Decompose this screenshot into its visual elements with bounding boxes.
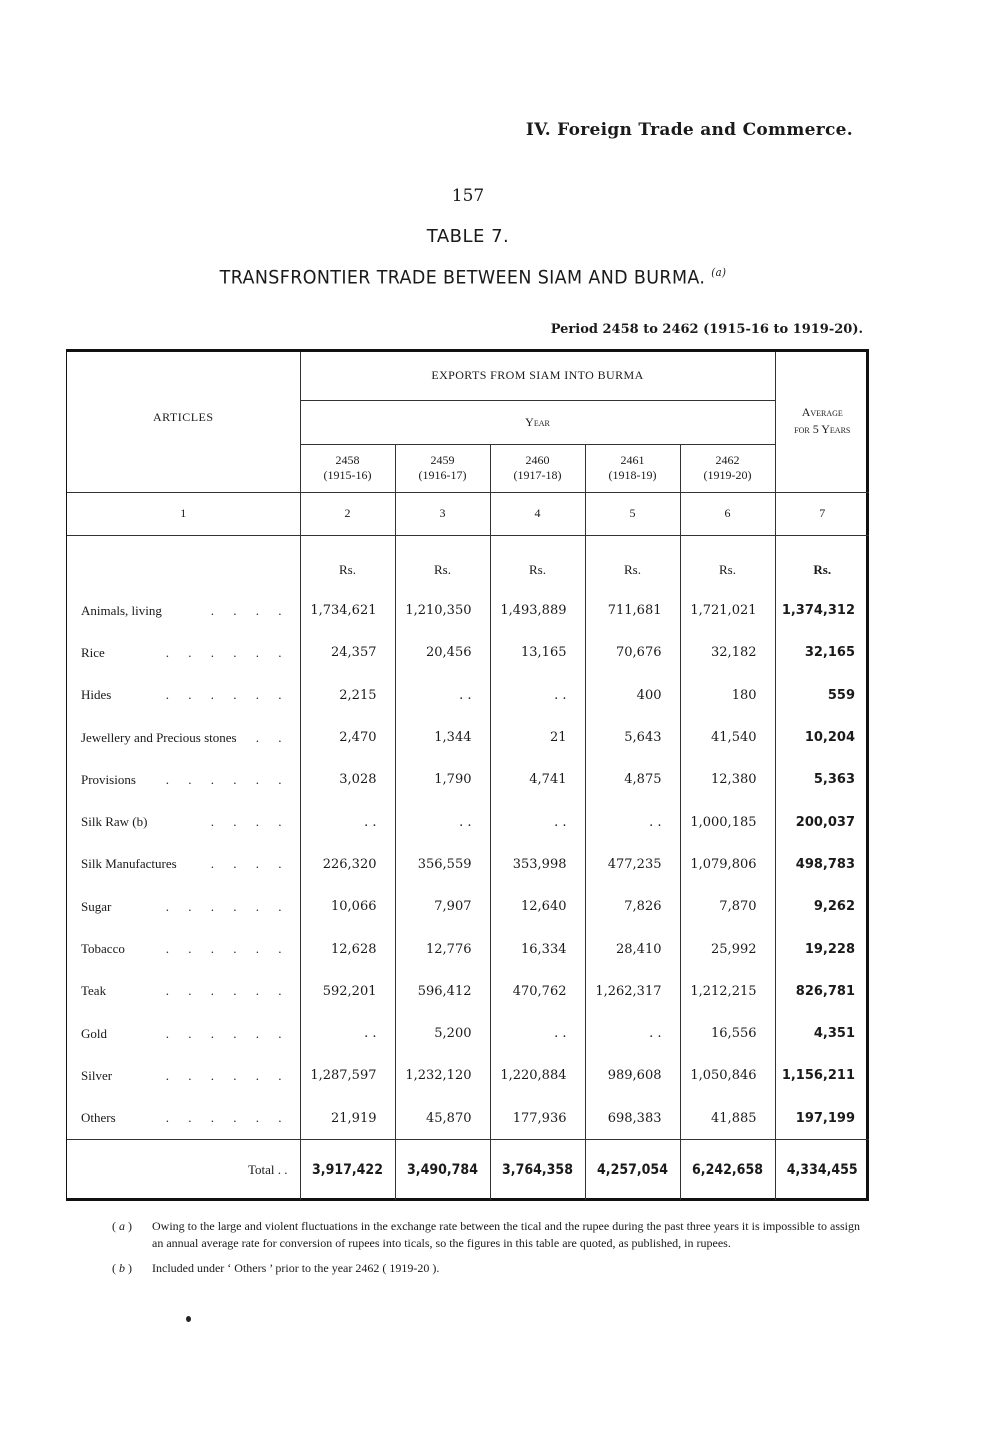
trade-table <box>67 352 869 1200</box>
value-cell: 1,220,884 <box>490 1055 585 1097</box>
value-cell: 12,776 <box>395 928 490 970</box>
table-row <box>67 928 869 970</box>
total-value: 6,242,658 <box>685 1140 771 1201</box>
section-heading: IV. Foreign Trade and Commerce. <box>525 120 853 140</box>
article-cell <box>67 801 300 843</box>
average-cell: 19,228 <box>804 941 856 957</box>
table-row <box>67 759 869 801</box>
value-cell: 7,870 <box>680 886 775 928</box>
value-cell: 28,410 <box>585 928 680 970</box>
year-be: 2462 <box>715 453 740 467</box>
average-cell: 826,781 <box>795 983 856 999</box>
average-cell: 200,037 <box>795 814 856 830</box>
total-row <box>67 1140 869 1201</box>
value-cell: 24,357 <box>300 632 395 674</box>
table-row <box>67 632 869 674</box>
title-footnote-mark: (a) <box>711 266 727 279</box>
table-row <box>67 1097 869 1140</box>
average-cell: 9,262 <box>813 899 856 915</box>
year-column-header <box>585 444 680 492</box>
average-cell: 10,204 <box>804 730 856 746</box>
value-cell: 353,998 <box>490 843 585 885</box>
table-row <box>67 1012 869 1054</box>
value-cell: 1,734,621 <box>300 590 395 632</box>
value-cell: 596,412 <box>395 970 490 1012</box>
article-cell <box>67 928 300 970</box>
leader-dots: . . . . . . <box>165 771 290 787</box>
unit-label: Rs. <box>395 535 490 590</box>
value-cell: 12,640 <box>490 886 585 928</box>
value-cell: . . <box>490 674 585 716</box>
total-value: 3,490,784 <box>400 1140 486 1201</box>
value-cell: 1,287,597 <box>300 1055 395 1097</box>
value-cell: 32,182 <box>680 632 775 674</box>
article-cell <box>67 1097 300 1140</box>
value-cell: 41,540 <box>680 716 775 758</box>
value-cell: . . <box>585 1012 680 1054</box>
year-be: 2460 <box>525 453 550 467</box>
table-row <box>67 590 869 632</box>
average-header-line2: for 5 Years <box>794 422 851 436</box>
value-cell: 16,556 <box>680 1012 775 1054</box>
article-cell <box>67 759 300 801</box>
value-cell: 5,643 <box>585 716 680 758</box>
leader-dots: . . . . . . <box>165 941 290 957</box>
column-number: 6 <box>680 492 775 535</box>
articles-header: ARTICLES <box>67 352 300 492</box>
article-cell <box>67 1012 300 1054</box>
year-ce: (1919-20) <box>703 468 752 482</box>
value-cell: 21 <box>490 716 585 758</box>
value-cell: 70,676 <box>585 632 680 674</box>
total-value: 3,917,422 <box>305 1140 391 1201</box>
value-cell: . . <box>395 674 490 716</box>
article-cell <box>67 886 300 928</box>
value-cell: 3,028 <box>300 759 395 801</box>
average-cell: 5,363 <box>813 772 856 788</box>
value-cell: 1,079,806 <box>680 843 775 885</box>
average-header <box>775 352 869 492</box>
unit-label: Rs. <box>585 535 680 590</box>
table-title <box>38 266 908 288</box>
value-cell: 180 <box>680 674 775 716</box>
exports-header: EXPORTS FROM SIAM INTO BURMA <box>300 352 775 400</box>
value-cell: 1,210,350 <box>395 590 490 632</box>
article-name: Gold <box>81 1025 107 1041</box>
value-cell: 470,762 <box>490 970 585 1012</box>
table-row <box>67 970 869 1012</box>
average-cell: 32,165 <box>804 645 856 661</box>
leader-dots: . . . . <box>210 856 290 872</box>
table-row <box>67 674 869 716</box>
article-cell <box>67 970 300 1012</box>
year-ce: (1915-16) <box>323 468 372 482</box>
value-cell: 1,050,846 <box>680 1055 775 1097</box>
value-cell: . . <box>490 1012 585 1054</box>
column-number: 5 <box>585 492 680 535</box>
value-cell: 20,456 <box>395 632 490 674</box>
value-cell: 1,232,120 <box>395 1055 490 1097</box>
year-ce: (1917-18) <box>513 468 562 482</box>
footnote-text: Included under ‘ Others ’ prior to the year 2462 ( 1919-20 ). <box>152 1261 440 1275</box>
unit-label: Rs. <box>813 561 832 577</box>
unit-label: Rs. <box>300 535 395 590</box>
total-average: 4,334,455 <box>780 1140 865 1201</box>
value-cell: 7,826 <box>585 886 680 928</box>
value-cell: 226,320 <box>300 843 395 885</box>
article-name: Tobacco <box>81 941 125 957</box>
value-cell: . . <box>300 1012 395 1054</box>
value-cell: 12,380 <box>680 759 775 801</box>
average-cell: 4,351 <box>813 1026 856 1042</box>
average-cell: 1,374,312 <box>781 603 856 619</box>
year-ce: (1916-17) <box>418 468 467 482</box>
value-cell: 1,262,317 <box>585 970 680 1012</box>
article-cell <box>67 1055 300 1097</box>
value-cell: 2,470 <box>300 716 395 758</box>
footnote-text: Owing to the large and violent fluctuations in the exchange rate between the tical and the rupee during the past three years it is impossible to assign an annual average rate for conversion of rupees into ticals, so the figures in this table are quoted, as published, in rupees. <box>152 1219 860 1250</box>
value-cell: 10,066 <box>300 886 395 928</box>
article-name: Jewellery and Precious stones <box>81 729 237 745</box>
value-cell: . . <box>490 801 585 843</box>
article-cell <box>67 843 300 885</box>
table-row <box>67 801 869 843</box>
value-cell: 41,885 <box>680 1097 775 1140</box>
average-header-line1: Average <box>801 405 843 419</box>
value-cell: 1,790 <box>395 759 490 801</box>
table-row <box>67 1055 869 1097</box>
value-cell: . . <box>585 801 680 843</box>
footnotes <box>112 1218 860 1285</box>
article-cell <box>67 632 300 674</box>
table-title-text: TRANSFRONTIER TRADE BETWEEN SIAM AND BURMA. <box>219 266 706 289</box>
value-cell: 7,907 <box>395 886 490 928</box>
value-cell: 1,000,185 <box>680 801 775 843</box>
article-name: Animals, living <box>81 602 162 618</box>
average-cell: 197,199 <box>795 1110 856 1126</box>
value-cell: 21,919 <box>300 1097 395 1140</box>
footnote-mark: ( a ) <box>112 1219 132 1233</box>
article-name: Silver <box>81 1067 113 1083</box>
article-name: Rice <box>81 644 105 660</box>
year-header: Year <box>300 400 775 444</box>
trade-table-frame <box>66 349 869 1201</box>
year-column-header <box>680 444 775 492</box>
leader-dots: . . <box>255 729 290 745</box>
article-name: Sugar <box>81 898 112 914</box>
footnote <box>112 1218 860 1252</box>
year-be: 2458 <box>335 453 360 467</box>
article-name: Provisions <box>81 771 136 787</box>
leader-dots: . . . . . . <box>165 898 290 914</box>
unit-label: Rs. <box>490 535 585 590</box>
average-cell: 1,156,211 <box>781 1068 856 1084</box>
total-value: 4,257,054 <box>590 1140 676 1201</box>
leader-dots: . . . . . . <box>165 644 290 660</box>
article-name: Others <box>81 1110 116 1126</box>
unit-spacer <box>67 535 300 590</box>
value-cell: 400 <box>585 674 680 716</box>
leader-dots: . . . . . . <box>165 1067 290 1083</box>
leader-dots: . . . . . . <box>165 983 290 999</box>
article-name: Silk Manufactures <box>81 856 177 872</box>
value-cell: 25,992 <box>680 928 775 970</box>
year-column-header <box>395 444 490 492</box>
table-number: TABLE 7. <box>426 226 510 247</box>
average-cell: 498,783 <box>795 856 856 872</box>
value-cell: 698,383 <box>585 1097 680 1140</box>
value-cell: 711,681 <box>585 590 680 632</box>
footnote <box>112 1260 860 1277</box>
value-cell: 592,201 <box>300 970 395 1012</box>
column-number: 7 <box>775 492 869 535</box>
article-cell <box>67 590 300 632</box>
year-column-header <box>490 444 585 492</box>
value-cell: . . <box>395 801 490 843</box>
article-cell <box>67 716 300 758</box>
print-speck <box>186 1316 191 1322</box>
unit-label: Rs. <box>680 535 775 590</box>
year-be: 2461 <box>620 453 645 467</box>
year-ce: (1918-19) <box>608 468 657 482</box>
footnote-letter: b <box>119 1261 125 1275</box>
column-number: 1 <box>67 492 300 535</box>
leader-dots: . . . . <box>210 814 290 830</box>
leader-dots: . . . . . . <box>165 1025 290 1041</box>
value-cell: 13,165 <box>490 632 585 674</box>
article-name: Silk Raw (b) <box>81 814 148 830</box>
footnote-mark: ( b ) <box>112 1261 132 1275</box>
value-cell: 2,215 <box>300 674 395 716</box>
year-column-header <box>300 444 395 492</box>
table-row <box>67 886 869 928</box>
footnote-letter: a <box>119 1219 125 1233</box>
value-cell: 4,875 <box>585 759 680 801</box>
value-cell: 45,870 <box>395 1097 490 1140</box>
period-caption: Period 2458 to 2462 (1915-16 to 1919-20). <box>550 322 863 337</box>
value-cell: 989,608 <box>585 1055 680 1097</box>
value-cell: 5,200 <box>395 1012 490 1054</box>
value-cell: 356,559 <box>395 843 490 885</box>
table-row <box>67 843 869 885</box>
value-cell: 12,628 <box>300 928 395 970</box>
column-number: 4 <box>490 492 585 535</box>
total-label: Total . . <box>67 1140 300 1201</box>
value-cell: 1,344 <box>395 716 490 758</box>
leader-dots: . . . . <box>210 602 290 618</box>
value-cell: 477,235 <box>585 843 680 885</box>
value-cell: . . <box>300 801 395 843</box>
column-number: 3 <box>395 492 490 535</box>
value-cell: 16,334 <box>490 928 585 970</box>
year-be: 2459 <box>430 453 455 467</box>
article-name: Teak <box>81 983 107 999</box>
average-cell: 559 <box>827 687 856 703</box>
leader-dots: . . . . . . <box>165 1110 290 1126</box>
column-number: 2 <box>300 492 395 535</box>
value-cell: 1,493,889 <box>490 590 585 632</box>
value-cell: 1,721,021 <box>680 590 775 632</box>
table-row <box>67 716 869 758</box>
leader-dots: . . . . . . <box>165 687 290 703</box>
value-cell: 177,936 <box>490 1097 585 1140</box>
article-name: Hides <box>81 687 112 703</box>
article-cell <box>67 674 300 716</box>
page-number: 157 <box>451 186 485 206</box>
value-cell: 1,212,215 <box>680 970 775 1012</box>
value-cell: 4,741 <box>490 759 585 801</box>
total-value: 3,764,358 <box>495 1140 581 1201</box>
